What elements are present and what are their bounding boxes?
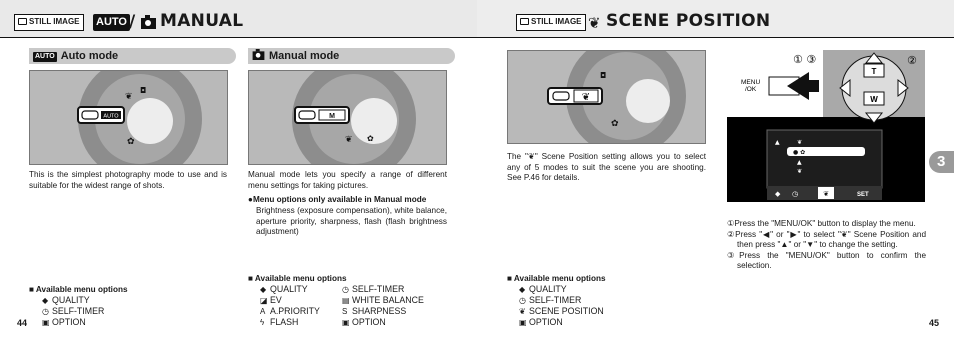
auto-dial-photo [29, 70, 228, 165]
step-3: ③Press the "MENU/OK" button to confirm the selection. [727, 250, 926, 271]
auto-icon: AUTO [35, 53, 55, 60]
svg-text:◆: ◆ [775, 190, 781, 198]
manual-mode-description: Manual mode lets you specify a range of different menu settings for taking pictures. [248, 170, 447, 190]
camera-icon [18, 18, 27, 25]
list-item: ▤ WHITE BALANCE [342, 295, 424, 305]
page-title-scene: SCENE POSITION [606, 11, 771, 31]
left-page-header [0, 0, 477, 38]
svg-text:AUTO: AUTO [103, 113, 119, 120]
svg-text:✿: ✿ [127, 137, 135, 147]
header-sep: / [129, 12, 136, 32]
svg-text:W: W [870, 95, 878, 104]
svg-text:M: M [329, 113, 335, 120]
list-item: ▣ OPTION [519, 317, 563, 327]
chapter-tab: 3 [929, 151, 954, 173]
list-item: ◆ QUALITY [260, 284, 308, 294]
list-item: ◷ SELF-TIMER [519, 295, 582, 305]
svg-text:T: T [871, 67, 877, 76]
list-item: A A.PRIORITY [260, 306, 320, 316]
page-title-manual: MANUAL [160, 11, 244, 31]
manual-options-col2 [342, 284, 424, 328]
white-balance-icon: ▤ [342, 296, 350, 305]
aperture-priority-icon: A [260, 307, 266, 316]
auto-options-list [42, 295, 104, 328]
svg-text:MENU: MENU [741, 79, 761, 86]
list-item: ◆ QUALITY [519, 284, 567, 294]
camera-icon [520, 18, 529, 25]
auto-mode-description: This is the simplest photography mode to use and is suitable for the widest range of shots. [29, 170, 227, 190]
option-icon: ▣ [342, 318, 350, 327]
page-number-left: 44 [17, 318, 28, 328]
still-image-badge: STILL IMAGE [14, 14, 84, 31]
manual-options-col1 [260, 284, 320, 328]
manual-only-note-heading: ●Menu options only available in Manual mode [248, 195, 427, 204]
svg-text:① ③: ① ③ [793, 53, 817, 66]
step-1: ①Press the "MENU/OK" button to display the menu. [727, 219, 916, 228]
svg-text:◘: ◘ [600, 71, 607, 80]
auto-mode-heading: AUTO Auto mode [29, 48, 236, 64]
option-icon: ▣ [519, 318, 527, 327]
self-timer-icon: ◷ [342, 285, 349, 294]
ev-icon: ◪ [260, 296, 268, 305]
svg-text:✿: ✿ [367, 134, 374, 143]
page-number-right: 45 [929, 318, 940, 328]
self-timer-icon: ◷ [42, 307, 49, 316]
scene-position-icon: ❦ [519, 307, 526, 316]
svg-text:▲: ▲ [797, 159, 802, 166]
quality-icon: ◆ [42, 296, 49, 305]
svg-text:✿: ✿ [611, 119, 619, 129]
svg-text:❦: ❦ [797, 139, 803, 146]
svg-text:❦: ❦ [125, 92, 133, 102]
svg-text:▲: ▲ [775, 139, 780, 146]
list-item: ▣ OPTION [42, 317, 86, 327]
svg-text:❦: ❦ [581, 92, 591, 103]
manual-mode-heading: Manual mode [248, 48, 455, 64]
svg-text:❦: ❦ [797, 168, 803, 175]
manual-camera-icon [252, 49, 265, 60]
svg-text:/OK: /OK [745, 86, 757, 93]
scene-position-description: The "❦" Scene Position setting allows you to select any of 5 modes to suit the scene you are shooting. See P.46 for details. [507, 152, 706, 183]
flash-icon: ϟ [260, 318, 265, 327]
option-icon: ▣ [42, 318, 50, 327]
svg-text:● ✿: ● ✿ [793, 149, 806, 156]
list-item: ◷ SELF-TIMER [342, 284, 405, 294]
scene-steps [727, 219, 926, 272]
sharpness-icon: S [342, 307, 348, 316]
scene-available-title: ■ Available menu options [507, 274, 606, 283]
manual-dial-photo [248, 70, 447, 165]
manual-only-note-body: Brightness (exposure compensation), white balance, aperture priority, sharpness, flash (flash brightness adjustment) [256, 206, 447, 237]
list-item: ▣ OPTION [342, 317, 386, 327]
svg-text:◘: ◘ [140, 86, 147, 95]
manual-available-title: ■ Available menu options [248, 274, 347, 283]
list-item: S SHARPNESS [342, 306, 407, 316]
svg-text:SET: SET [857, 192, 869, 198]
scene-options-list [519, 284, 604, 328]
list-item: ϟ FLASH [260, 317, 299, 327]
list-item: ◷ SELF-TIMER [42, 306, 105, 316]
svg-text:②: ② [907, 54, 917, 67]
quality-icon: ◆ [519, 285, 526, 294]
quality-icon: ◆ [260, 285, 267, 294]
scene-dial-photo [507, 50, 706, 144]
step-2: ②Press "◀" or "▶" to select "❦" Scene Position and then press "▲" or "▼" to change the setting. [727, 229, 926, 250]
self-timer-icon: ◷ [519, 296, 526, 305]
list-item: ❦ SCENE POSITION [519, 306, 604, 316]
auto-available-title: ■ Available menu options [29, 285, 128, 294]
auto-mode-box: AUTO [93, 14, 130, 31]
svg-text:❦: ❦ [823, 190, 829, 198]
list-item: ◪ EV [260, 295, 282, 305]
scene-position-icon: ❦ [588, 15, 601, 32]
svg-text:❦: ❦ [345, 135, 353, 145]
list-item: ◆ QUALITY [42, 295, 90, 305]
scene-menu-diagram [727, 50, 925, 202]
right-page-header [477, 0, 954, 38]
still-image-badge-right: STILL IMAGE [516, 14, 586, 31]
svg-text:◷: ◷ [792, 190, 799, 198]
manual-camera-icon [141, 15, 156, 29]
